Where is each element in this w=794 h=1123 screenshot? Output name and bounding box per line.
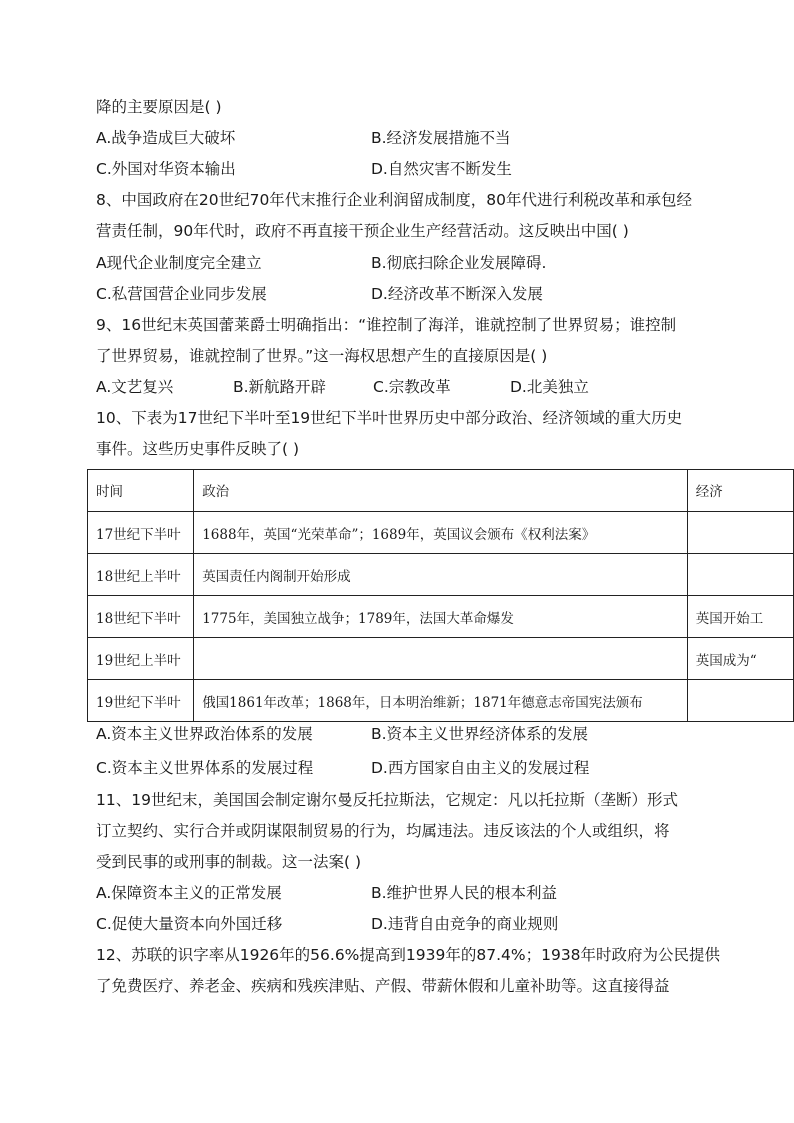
table-cell-politics [194, 638, 688, 680]
table-row [88, 554, 794, 596]
q9-stem-line2: 了世界贸易，谁就控制了世界。”这一海权思想产生的直接原因是( ) [96, 347, 548, 365]
table-cell-politics: 1688年，英国“光荣革命”；1689年，英国议会颁布《权利法案》 [194, 512, 688, 554]
q7-option-a[interactable]: A.战争造成巨大破坏 [96, 129, 236, 147]
q10-stem-line2: 事件。这些历史事件反映了( ) [96, 440, 300, 458]
table-cell-economy [687, 554, 793, 596]
table-row [88, 638, 794, 680]
table-cell-period: 19世纪下半叶 [88, 680, 194, 722]
q11-option-d[interactable]: D.违背自由竞争的商业规则 [371, 915, 559, 933]
table-cell-economy [687, 680, 793, 722]
table-cell-economy: 英国开始工 [687, 596, 793, 638]
q7-stem-tail: 降的主要原因是( ) [96, 98, 222, 116]
q11-option-a[interactable]: A.保障资本主义的正常发展 [96, 884, 282, 902]
q11-options-row2 [96, 914, 559, 934]
q8-option-c[interactable]: C.私营国营企业同步发展 [96, 285, 267, 303]
table-row [88, 512, 794, 554]
table-header-row [88, 470, 794, 512]
q10-option-d[interactable]: D.西方国家自由主义的发展过程 [371, 759, 590, 777]
q10-history-table [87, 469, 794, 722]
q11-option-c[interactable]: C.促使大量资本向外国迁移 [96, 915, 283, 933]
q8-option-b[interactable]: B.彻底扫除企业发展障碍. [371, 254, 547, 272]
table-cell-period: 19世纪上半叶 [88, 638, 194, 680]
q11-option-b[interactable]: B.维护世界人民的根本利益 [371, 884, 558, 902]
table-cell-period: 18世纪下半叶 [88, 596, 194, 638]
table-cell-period: 18世纪上半叶 [88, 554, 194, 596]
q10-stem-line1: 10、下表为17世纪下半叶至19世纪下半叶世界历史中部分政治、经济领域的重大历史 [96, 409, 683, 427]
q10-option-c[interactable]: C.资本主义世界体系的发展过程 [96, 759, 314, 777]
q11-stem-line2: 订立契约、实行合并或阴谋限制贸易的行为，均属违法。违反该法的个人或组织，将 [96, 822, 670, 840]
table-header-time: 时间 [88, 470, 194, 512]
q10-options-row1 [96, 724, 589, 744]
q8-stem-line1: 8、中国政府在20世纪70年代末推行企业利润留成制度，80年代进行利税改革和承包经 [96, 191, 693, 209]
table-row [88, 596, 794, 638]
q9-option-a[interactable]: A.文艺复兴 [96, 378, 174, 396]
table-cell-period: 17世纪下半叶 [88, 512, 194, 554]
q11-stem-line1: 11、19世纪末，美国国会制定谢尔曼反托拉斯法，它规定：凡以托拉斯（垄断）形式 [96, 791, 678, 809]
q9-option-b[interactable]: B.新航路开辟 [233, 378, 327, 396]
table-cell-politics: 1775年，美国独立战争；1789年，法国大革命爆发 [194, 596, 688, 638]
q12-stem-line2: 了免费医疗、养老金、疾病和残疾津贴、产假、带薪休假和儿童补助等。这直接得益 [96, 977, 670, 995]
table-cell-politics: 俄国1861年改革；1868年，日本明治维新；1871年德意志帝国宪法颁布 [194, 680, 688, 722]
table-row [88, 680, 794, 722]
q7-option-b[interactable]: B.经济发展措施不当 [371, 129, 511, 147]
q9-option-d[interactable]: D.北美独立 [510, 378, 589, 396]
table-cell-economy [687, 512, 793, 554]
table-header-economy: 经济 [687, 470, 793, 512]
q7-option-c[interactable]: C.外国对华资本输出 [96, 160, 236, 178]
table-cell-politics: 英国责任内阁制开始形成 [194, 554, 688, 596]
q8-stem-line2: 营责任制，90年代时，政府不再直接干预企业生产经营活动。这反映出中国( ) [96, 222, 629, 240]
q9-option-c[interactable]: C.宗教改革 [373, 378, 451, 396]
q8-option-d[interactable]: D.经济改革不断深入发展 [371, 285, 543, 303]
q10-options-row2 [96, 758, 590, 778]
q9-stem-line1: 9、16世纪末英国蕾莱爵士明确指出：“谁控制了海洋，谁就控制了世界贸易；谁控制 [96, 316, 677, 334]
q8-option-a[interactable]: A现代企业制度完全建立 [96, 254, 262, 272]
table-header-politics: 政治 [194, 470, 688, 512]
q11-stem-line3: 受到民事的或刑事的制裁。这一法案( ) [96, 853, 362, 871]
q7-option-d[interactable]: D.自然灾害不断发生 [371, 160, 512, 178]
table-cell-economy: 英国成为“ [687, 638, 793, 680]
q11-options-row1 [96, 883, 558, 903]
q10-option-b[interactable]: B.资本主义世界经济体系的发展 [371, 725, 589, 743]
q12-stem-line1: 12、苏联的识字率从1926年的56.6%提高到1939年的87.4%；1938年时政府为公民提供 [96, 946, 721, 964]
q10-option-a[interactable]: A.资本主义世界政治体系的发展 [96, 725, 313, 743]
